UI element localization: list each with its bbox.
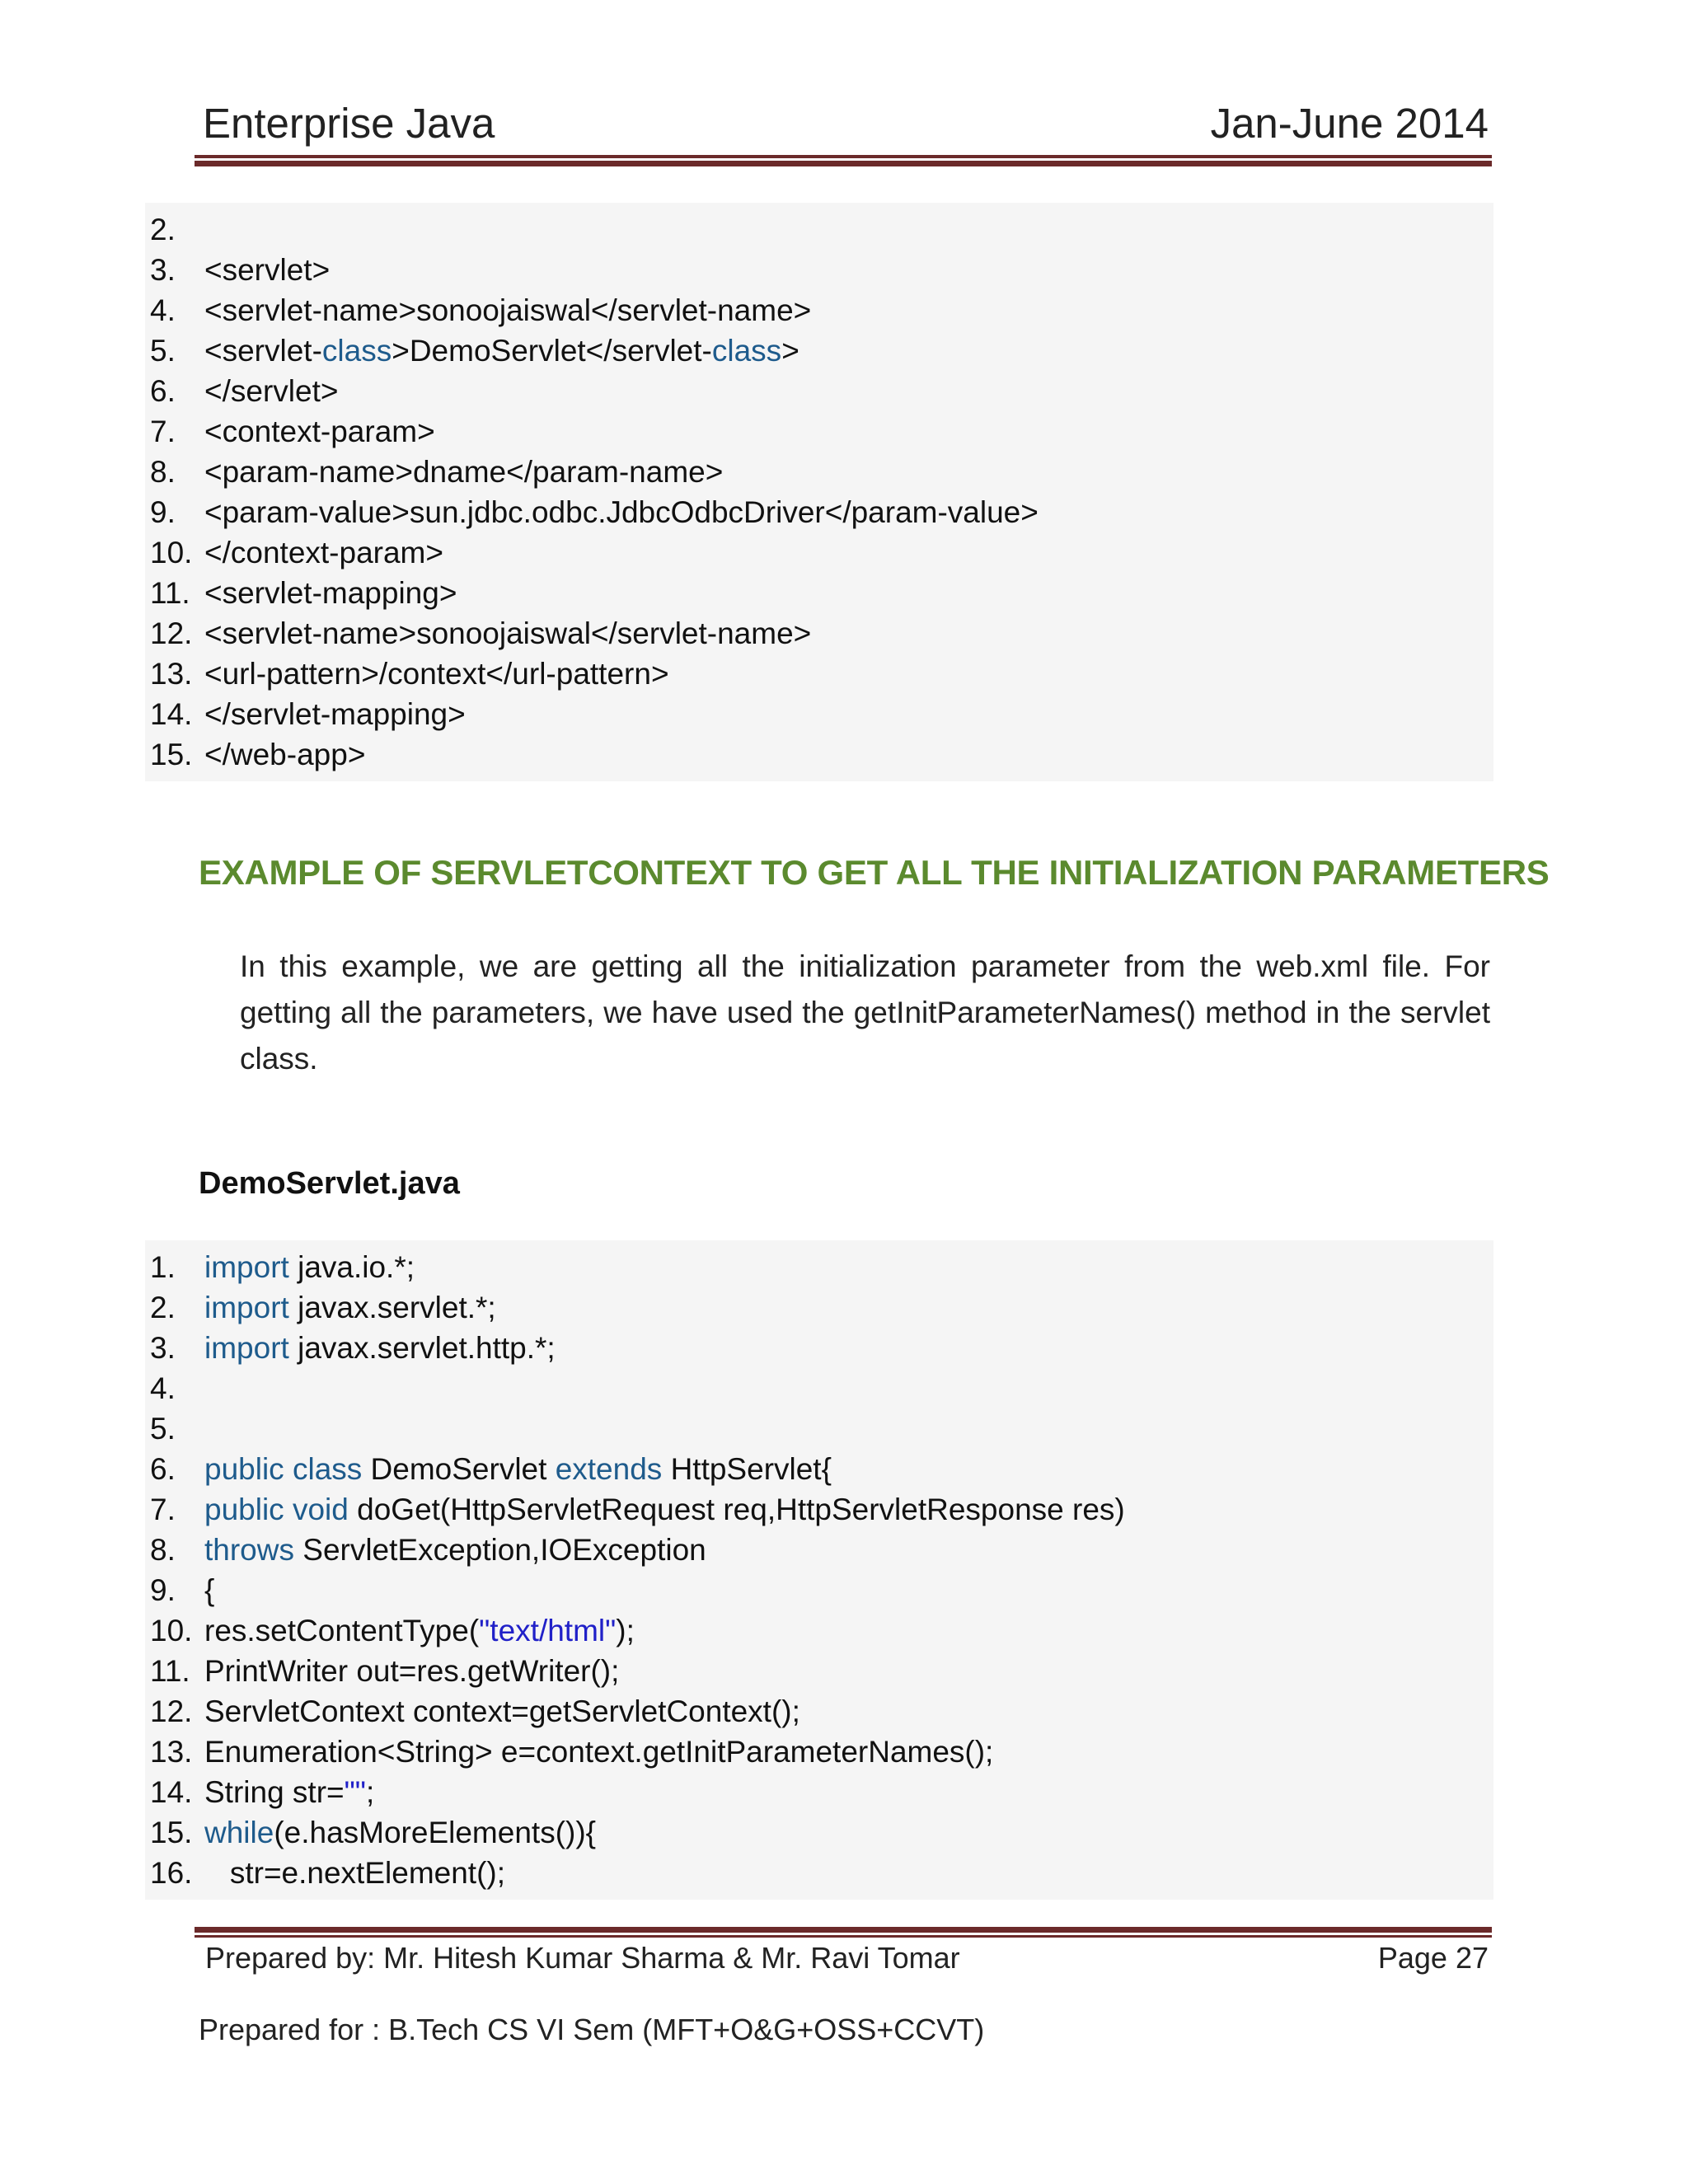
code-text: Enumeration<String> e=context.getInitParameterNames(); <box>204 1735 994 1769</box>
code-line <box>145 613 1493 654</box>
code-text: <context-param> <box>204 415 435 448</box>
code-keyword: public <box>204 1493 284 1526</box>
document-title: Enterprise Java <box>203 100 495 147</box>
code-text: </servlet-mapping> <box>204 697 466 731</box>
page-header <box>203 99 1489 157</box>
code-line <box>145 1530 1493 1570</box>
code-line <box>145 654 1493 694</box>
line-number: 8. <box>150 1533 176 1567</box>
section-paragraph: In this example, we are getting all the initialization parameter from the web.xml file. For getting all the parameters, we have used the getInitParameterNames() method in the servlet class. <box>240 949 1490 1076</box>
line-number: 5. <box>150 1412 176 1446</box>
line-number: 11. <box>150 576 190 610</box>
code-keyword: class <box>321 334 392 368</box>
code-keyword: import <box>204 1331 289 1365</box>
code-line <box>145 290 1493 330</box>
code-keyword: class <box>711 334 782 368</box>
code-line <box>145 1812 1493 1853</box>
code-text: DemoServlet <box>362 1452 556 1486</box>
line-number: 14. <box>150 1775 193 1809</box>
code-string: "" <box>344 1775 366 1809</box>
prepared-for: Prepared for : B.Tech CS VI Sem (MFT+O&G+OSS+CCVT) <box>199 2013 985 2046</box>
code-filename: DemoServlet.java <box>199 1166 460 1201</box>
code-line <box>145 330 1493 371</box>
line-number: 4. <box>150 293 176 327</box>
line-number: 8. <box>150 455 176 489</box>
code-text: <servlet> <box>204 253 331 287</box>
code-text: </web-app> <box>204 738 366 771</box>
code-text: javax.servlet.http.*; <box>288 1331 556 1365</box>
prepared-by: Prepared by: Mr. Hitesh Kumar Sharma & Mr. Ravi Tomar <box>205 1941 960 1975</box>
line-number: 6. <box>150 374 176 408</box>
code-text: ServletContext context=getServletContext(); <box>204 1694 800 1728</box>
code-line <box>145 1732 1493 1772</box>
code-text: <param-name>dname</param-name> <box>204 455 724 489</box>
code-string: "text/html" <box>479 1614 617 1647</box>
code-line <box>145 734 1493 775</box>
code-text: String str= <box>204 1775 345 1809</box>
line-number: 10. <box>150 1614 193 1647</box>
line-number: 13. <box>150 657 193 691</box>
code-line <box>145 1287 1493 1328</box>
code-text: java.io.*; <box>288 1250 415 1284</box>
document-term: Jan-June 2014 <box>1210 100 1489 147</box>
code-text: { <box>204 1573 215 1607</box>
code-text: ; <box>365 1775 375 1809</box>
code-text: <servlet-name>sonoojaiswal</servlet-name> <box>204 616 812 650</box>
line-number: 5. <box>150 334 176 368</box>
code-text: javax.servlet.*; <box>288 1291 496 1324</box>
code-keyword: public <box>204 1452 284 1486</box>
code-line <box>145 1691 1493 1732</box>
code-keyword: void <box>292 1493 349 1526</box>
code-line <box>145 1368 1493 1408</box>
line-number: 12. <box>150 616 193 650</box>
line-number: 9. <box>150 495 176 529</box>
code-line <box>145 1449 1493 1489</box>
line-number: 13. <box>150 1735 193 1769</box>
code-text: ); <box>616 1614 635 1647</box>
code-keyword: throws <box>204 1533 294 1567</box>
line-number: 14. <box>150 697 193 731</box>
header-rule <box>195 155 1492 158</box>
code-line <box>145 1489 1493 1530</box>
code-text: <servlet-name>sonoojaiswal</servlet-name> <box>204 293 812 327</box>
line-number: 15. <box>150 1816 193 1849</box>
code-line <box>145 1610 1493 1651</box>
line-number: 10. <box>150 536 193 569</box>
line-number: 3. <box>150 1331 176 1365</box>
line-number: 3. <box>150 253 176 287</box>
code-text <box>284 1493 293 1526</box>
code-text: res.setContentType( <box>204 1614 480 1647</box>
header-rule-thick <box>195 161 1492 166</box>
code-line <box>145 532 1493 573</box>
code-keyword: import <box>204 1250 289 1284</box>
code-text: (e.hasMoreElements()){ <box>274 1816 597 1849</box>
code-text: str=e.nextElement(); <box>204 1856 505 1890</box>
line-number: 12. <box>150 1694 193 1728</box>
line-number: 2. <box>150 1291 176 1324</box>
page-number: Page 27 <box>1377 1941 1489 1975</box>
code-line <box>145 371 1493 411</box>
code-text: ServletException,IOException <box>293 1533 706 1567</box>
footer-rule-thick <box>195 1927 1492 1933</box>
code-keyword: import <box>204 1291 289 1324</box>
code-keyword: extends <box>555 1452 663 1486</box>
code-text: <servlet- <box>204 334 322 368</box>
code-text: </servlet> <box>204 374 339 408</box>
code-text: <servlet-mapping> <box>204 576 457 610</box>
code-block-demo-servlet <box>145 1240 1493 1900</box>
code-line <box>145 1247 1493 1287</box>
code-line <box>145 452 1493 492</box>
line-number: 9. <box>150 1573 176 1607</box>
code-text: >DemoServlet</servlet- <box>392 334 712 368</box>
code-line <box>145 209 1493 250</box>
code-text <box>284 1452 293 1486</box>
code-text: HttpServlet{ <box>662 1452 832 1486</box>
footer-rule <box>195 1935 1492 1938</box>
code-text: <param-value>sun.jdbc.odbc.JdbcOdbcDriver</param-value> <box>204 495 1039 529</box>
code-text: <url-pattern>/context</url-pattern> <box>204 657 669 691</box>
line-number: 6. <box>150 1452 176 1486</box>
code-line <box>145 492 1493 532</box>
code-text: PrintWriter out=res.getWriter(); <box>204 1654 620 1688</box>
code-text: doGet(HttpServletRequest req,HttpServletResponse res) <box>348 1493 1125 1526</box>
code-line <box>145 1328 1493 1368</box>
line-number: 15. <box>150 738 193 771</box>
code-line <box>145 694 1493 734</box>
code-line <box>145 411 1493 452</box>
line-number: 4. <box>150 1371 176 1405</box>
code-line <box>145 1651 1493 1691</box>
code-line <box>145 1408 1493 1449</box>
code-block-web-xml <box>145 203 1493 781</box>
code-keyword: class <box>292 1452 363 1486</box>
code-line <box>145 250 1493 290</box>
code-keyword: while <box>204 1816 274 1849</box>
line-number: 16. <box>150 1856 193 1890</box>
code-text: > <box>781 334 799 368</box>
code-text: </context-param> <box>204 536 443 569</box>
line-number: 11. <box>150 1654 190 1688</box>
line-number: 1. <box>150 1250 176 1284</box>
code-line <box>145 1772 1493 1812</box>
section-heading: EXAMPLE OF SERVLETCONTEXT TO GET ALL THE INITIALIZATION PARAMETERS <box>199 853 1550 892</box>
line-number: 7. <box>150 1493 176 1526</box>
code-line <box>145 1853 1493 1893</box>
line-number: 2. <box>150 213 176 246</box>
code-line <box>145 573 1493 613</box>
line-number: 7. <box>150 415 176 448</box>
code-line <box>145 1570 1493 1610</box>
